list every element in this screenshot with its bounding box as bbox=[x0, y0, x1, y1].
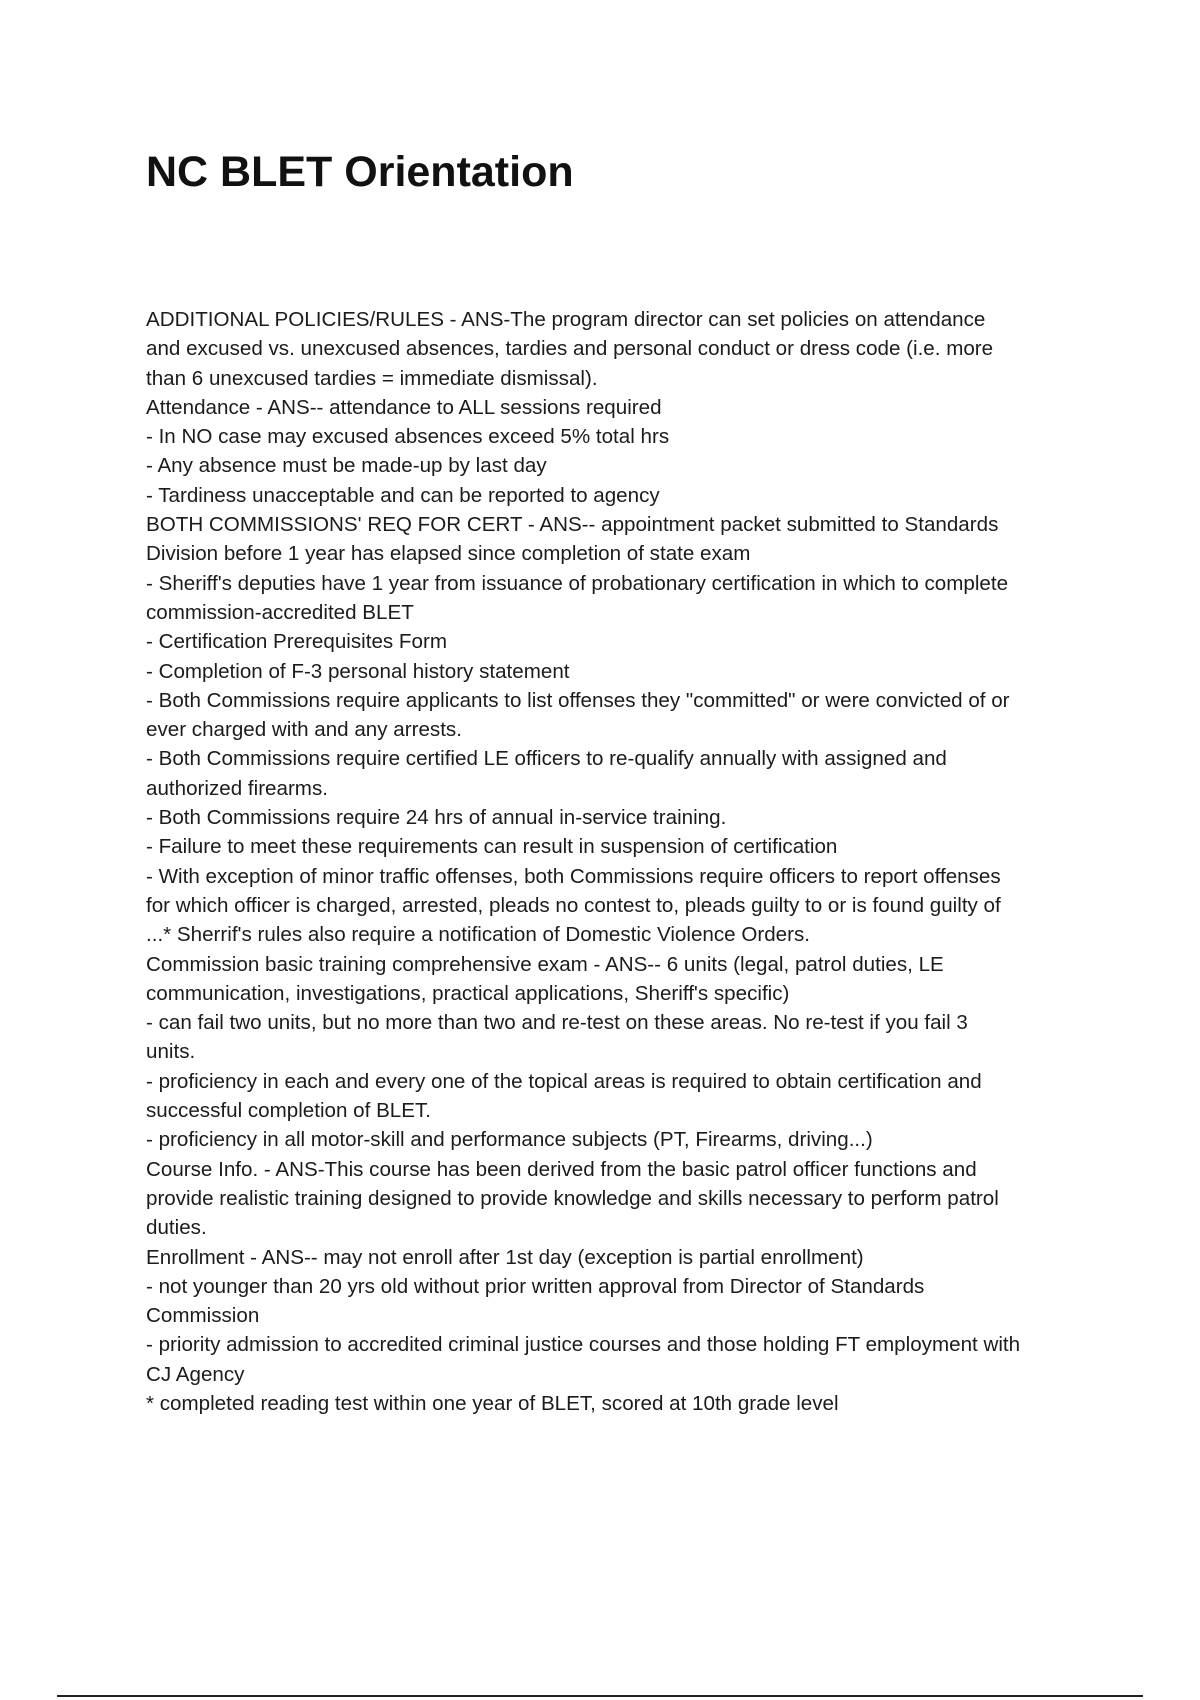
body-line: - Both Commissions require applicants to list offenses they "committed" or were convicted of or bbox=[146, 688, 1010, 712]
body-line: Commission bbox=[146, 1304, 260, 1328]
body-line: Course Info. - ANS-This course has been derived from the basic patrol officer functions and bbox=[146, 1157, 977, 1181]
footer-divider bbox=[57, 1695, 1143, 1697]
body-line: - proficiency in each and every one of the topical areas is required to obtain certification and bbox=[146, 1069, 982, 1093]
body-line: - not younger than 20 yrs old without prior written approval from Director of Standards bbox=[146, 1274, 925, 1298]
document-body bbox=[146, 305, 1091, 1418]
body-line: - With exception of minor traffic offenses, both Commissions require officers to report offenses bbox=[146, 864, 1001, 888]
body-line: - Certification Prerequisites Form bbox=[146, 630, 447, 654]
body-line: ...* Sherrif's rules also require a notification of Domestic Violence Orders. bbox=[146, 923, 810, 947]
page-title: NC BLET Orientation bbox=[146, 148, 574, 196]
body-line: Enrollment - ANS-- may not enroll after 1st day (exception is partial enrollment) bbox=[146, 1245, 864, 1269]
body-line: - Both Commissions require certified LE officers to re-qualify annually with assigned and bbox=[146, 747, 947, 771]
body-line: - can fail two units, but no more than two and re-test on these areas. No re-test if you fail 3 bbox=[146, 1011, 968, 1035]
body-line: authorized firearms. bbox=[146, 776, 328, 800]
body-line: - Failure to meet these requirements can result in suspension of certification bbox=[146, 835, 838, 859]
body-line: provide realistic training designed to provide knowledge and skills necessary to perform patrol bbox=[146, 1186, 999, 1210]
body-line: - Sheriff's deputies have 1 year from issuance of probationary certification in which to complete bbox=[146, 571, 1009, 595]
body-line: - priority admission to accredited criminal justice courses and those holding FT employment with bbox=[146, 1333, 1021, 1357]
body-line: CJ Agency bbox=[146, 1362, 245, 1386]
body-line: Attendance - ANS-- attendance to ALL sessions required bbox=[146, 395, 662, 419]
body-line: units. bbox=[146, 1040, 196, 1064]
body-line: duties. bbox=[146, 1216, 207, 1240]
body-line: Division before 1 year has elapsed since completion of state exam bbox=[146, 542, 751, 566]
body-line: - In NO case may excused absences exceed 5% total hrs bbox=[146, 425, 670, 449]
body-line: - Tardiness unacceptable and can be reported to agency bbox=[146, 483, 660, 507]
body-line: BOTH COMMISSIONS' REQ FOR CERT - ANS-- appointment packet submitted to Standards bbox=[146, 513, 999, 537]
body-line: ADDITIONAL POLICIES/RULES - ANS-The program director can set policies on attendance bbox=[146, 308, 986, 331]
body-line: commission-accredited BLET bbox=[146, 600, 414, 624]
body-line: - proficiency in all motor-skill and performance subjects (PT, Firearms, driving...) bbox=[146, 1128, 873, 1152]
body-line: ever charged with and any arrests. bbox=[146, 718, 462, 742]
body-line: successful completion of BLET. bbox=[146, 1099, 432, 1123]
body-line: - Both Commissions require 24 hrs of annual in-service training. bbox=[146, 806, 727, 830]
body-line: for which officer is charged, arrested, pleads no contest to, pleads guilty to or is found guilty of bbox=[146, 893, 1001, 917]
body-line: and excused vs. unexcused absences, tardies and personal conduct or dress code (i.e. more bbox=[146, 337, 994, 361]
body-line: * completed reading test within one year of BLET, scored at 10th grade level bbox=[146, 1391, 839, 1415]
body-line: - Any absence must be made-up by last day bbox=[146, 454, 547, 478]
body-line: communication, investigations, practical applications, Sheriff's specific) bbox=[146, 981, 790, 1005]
body-line: than 6 unexcused tardies = immediate dismissal). bbox=[146, 366, 598, 390]
body-line: - Completion of F-3 personal history statement bbox=[146, 659, 570, 683]
body-line: Commission basic training comprehensive exam - ANS-- 6 units (legal, patrol duties, LE bbox=[146, 952, 944, 976]
